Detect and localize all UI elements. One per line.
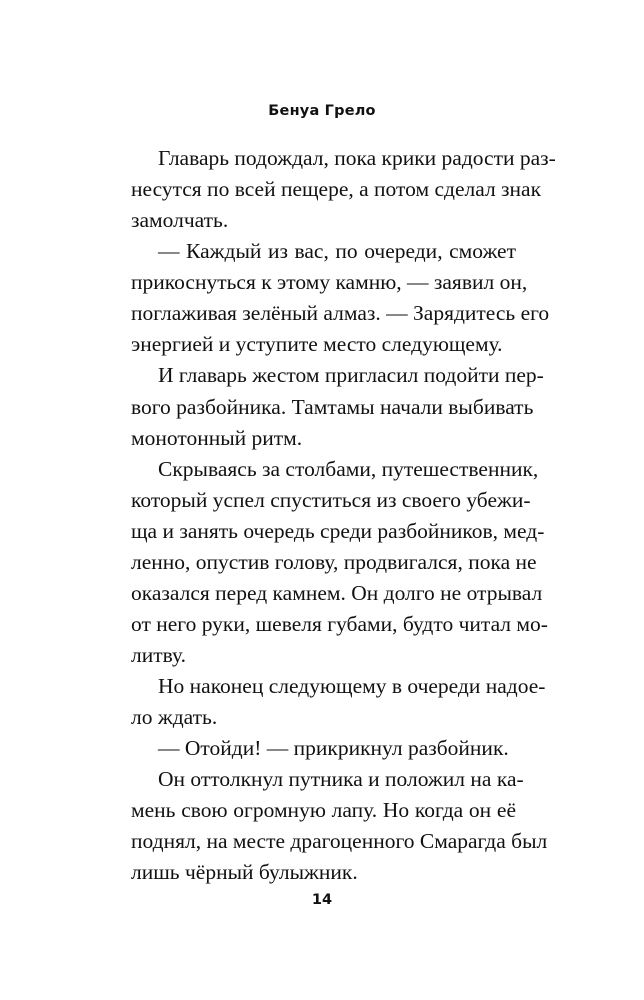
text-line: который успел спуститься из своего убежи- [131,487,531,512]
page-number: 14 [311,892,333,908]
text-line: энергией и уступите место следующему. [131,332,503,357]
text-line: поднял, на месте драгоценного Смарагда был [131,829,548,854]
text-line: ло ждать. [131,705,218,730]
text-line: лишь чёрный булыжник. [131,860,358,885]
text-line: Скрываясь за столбами, путешественник, [158,456,539,481]
text-line: поглаживая зелёный алмаз. — Зарядитесь его [131,301,550,326]
text-line: замолчать. [131,208,229,233]
text-line: Он оттолкнул путника и положил на ка- [158,767,524,792]
running-head: Бенуа Грело [268,103,376,119]
text-line: ленно, опустив голову, продвигался, пока не [131,549,537,574]
text-line: монотонный ритм. [131,425,303,450]
text-line: — Каждый из вас, по очереди, сможет [158,239,516,264]
text-line: И главарь жестом пригласил подойти пер- [158,363,544,388]
text-line: литву. [131,643,187,667]
text-line: несутся по всей пещере, а потом сделал знак [131,177,542,202]
text-line: от него руки, шевеля губами, будто читал мо- [131,611,548,636]
text-line: Главарь подождал, пока крики радости раз- [158,146,556,170]
text-line: ща и занять очередь среди разбойников, мед- [131,518,545,543]
text-line: вого разбойника. Тамтамы начали выбивать [131,394,534,419]
text-line: прикоснуться к этому камню, — заявил он, [131,270,528,295]
text-line: Но наконец следующему в очереди надое- [158,674,546,699]
text-line: мень свою огромную лапу. Но когда он её [131,798,516,823]
body-text [131,143,556,889]
text-line: оказался перед камнем. Он долго не отрывал [131,580,543,605]
text-line: — Отойди! — прикрикнул разбойник. [158,736,509,761]
